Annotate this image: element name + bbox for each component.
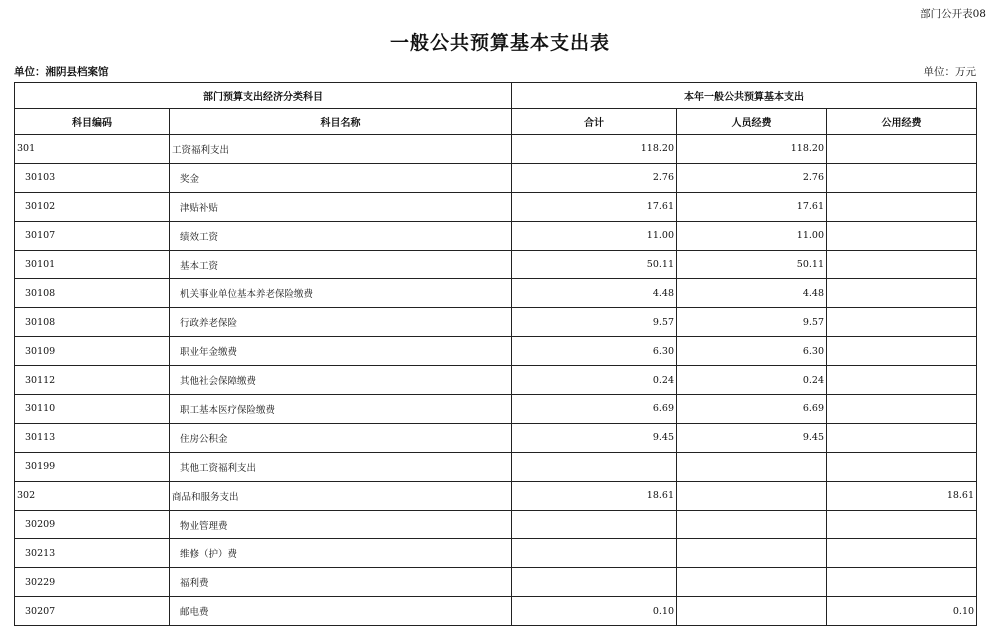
cell-code: 30209 [15, 510, 170, 539]
cell-code: 30213 [15, 539, 170, 568]
cell-personnel: 2.76 [677, 163, 827, 192]
table-row [15, 481, 977, 510]
cell-code: 301 [15, 135, 170, 164]
cell-public [827, 135, 977, 164]
column-header-personnel: 人员经费 [677, 109, 827, 135]
cell-public [827, 510, 977, 539]
cell-total: 0.10 [512, 597, 677, 626]
cell-personnel: 6.69 [677, 395, 827, 424]
department-unit: 单位：湘阴县档案馆 [14, 66, 109, 78]
cell-personnel [677, 452, 827, 481]
cell-personnel: 4.48 [677, 279, 827, 308]
cell-name: 维修（护）费 [170, 539, 512, 568]
cell-public [827, 395, 977, 424]
column-header-total: 合计 [512, 109, 677, 135]
cell-name: 工资福利支出 [170, 135, 512, 164]
cell-personnel [677, 568, 827, 597]
cell-personnel [677, 481, 827, 510]
cell-name: 商品和服务支出 [170, 481, 512, 510]
cell-name: 津贴补贴 [170, 192, 512, 221]
cell-code: 30101 [15, 250, 170, 279]
cell-personnel: 118.20 [677, 135, 827, 164]
cell-personnel: 9.45 [677, 423, 827, 452]
cell-public: 18.61 [827, 481, 977, 510]
cell-public [827, 568, 977, 597]
cell-name: 职业年金缴费 [170, 337, 512, 366]
cell-total: 18.61 [512, 481, 677, 510]
cell-code: 30107 [15, 221, 170, 250]
cell-code: 30109 [15, 337, 170, 366]
table-row [15, 221, 977, 250]
cell-code: 30108 [15, 308, 170, 337]
table-row [15, 192, 977, 221]
table-row [15, 423, 977, 452]
cell-total: 2.76 [512, 163, 677, 192]
cell-personnel: 9.57 [677, 308, 827, 337]
table-row [15, 308, 977, 337]
cell-total: 0.24 [512, 366, 677, 395]
cell-personnel: 11.00 [677, 221, 827, 250]
table-row [15, 568, 977, 597]
cell-total: 6.30 [512, 337, 677, 366]
table-row [15, 250, 977, 279]
cell-total: 9.45 [512, 423, 677, 452]
form-code: 部门公开表08 [920, 8, 986, 20]
cell-public [827, 221, 977, 250]
cell-code: 30108 [15, 279, 170, 308]
cell-name: 邮电费 [170, 597, 512, 626]
cell-code: 30112 [15, 366, 170, 395]
table-row [15, 452, 977, 481]
page-title: 一般公共预算基本支出表 [389, 32, 610, 54]
cell-name: 其他工资福利支出 [170, 452, 512, 481]
cell-public [827, 366, 977, 395]
budget-table [14, 82, 977, 626]
cell-public [827, 163, 977, 192]
cell-code: 30102 [15, 192, 170, 221]
cell-personnel [677, 539, 827, 568]
table-row [15, 539, 977, 568]
group-header-expenditure: 本年一般公共预算基本支出 [512, 83, 977, 109]
cell-name: 行政养老保险 [170, 308, 512, 337]
cell-public [827, 423, 977, 452]
cell-total: 50.11 [512, 250, 677, 279]
cell-code: 302 [15, 481, 170, 510]
cell-total: 17.61 [512, 192, 677, 221]
cell-total [512, 568, 677, 597]
cell-public [827, 337, 977, 366]
cell-code: 30199 [15, 452, 170, 481]
table-row [15, 135, 977, 164]
table-row [15, 337, 977, 366]
cell-personnel: 50.11 [677, 250, 827, 279]
cell-public [827, 452, 977, 481]
cell-code: 30229 [15, 568, 170, 597]
group-header-row [15, 83, 977, 109]
cell-name: 福利费 [170, 568, 512, 597]
cell-total [512, 510, 677, 539]
table-row [15, 395, 977, 424]
table-row [15, 597, 977, 626]
column-header-name: 科目名称 [170, 109, 512, 135]
cell-total [512, 539, 677, 568]
cell-personnel: 6.30 [677, 337, 827, 366]
cell-name: 住房公积金 [170, 423, 512, 452]
table-row [15, 279, 977, 308]
cell-name: 奖金 [170, 163, 512, 192]
cell-personnel: 0.24 [677, 366, 827, 395]
cell-public: 0.10 [827, 597, 977, 626]
cell-code: 30103 [15, 163, 170, 192]
table-row [15, 366, 977, 395]
cell-name: 绩效工资 [170, 221, 512, 250]
cell-total [512, 452, 677, 481]
cell-total: 6.69 [512, 395, 677, 424]
cell-name: 其他社会保障缴费 [170, 366, 512, 395]
currency-unit: 单位：万元 [923, 66, 976, 78]
cell-public [827, 192, 977, 221]
cell-public [827, 250, 977, 279]
cell-name: 基本工资 [170, 250, 512, 279]
cell-personnel: 17.61 [677, 192, 827, 221]
cell-name: 职工基本医疗保险缴费 [170, 395, 512, 424]
column-header-public: 公用经费 [827, 109, 977, 135]
table-body [15, 135, 977, 626]
cell-public [827, 279, 977, 308]
table-row [15, 163, 977, 192]
cell-name: 物业管理费 [170, 510, 512, 539]
group-header-classification: 部门预算支出经济分类科目 [15, 83, 512, 109]
cell-public [827, 308, 977, 337]
cell-personnel [677, 510, 827, 539]
cell-code: 30113 [15, 423, 170, 452]
cell-public [827, 539, 977, 568]
table-row [15, 510, 977, 539]
cell-total: 4.48 [512, 279, 677, 308]
column-header-row [15, 109, 977, 135]
cell-total: 11.00 [512, 221, 677, 250]
cell-personnel [677, 597, 827, 626]
cell-name: 机关事业单位基本养老保险缴费 [170, 279, 512, 308]
cell-code: 30110 [15, 395, 170, 424]
cell-total: 9.57 [512, 308, 677, 337]
cell-code: 30207 [15, 597, 170, 626]
cell-total: 118.20 [512, 135, 677, 164]
column-header-code: 科目编码 [15, 109, 170, 135]
